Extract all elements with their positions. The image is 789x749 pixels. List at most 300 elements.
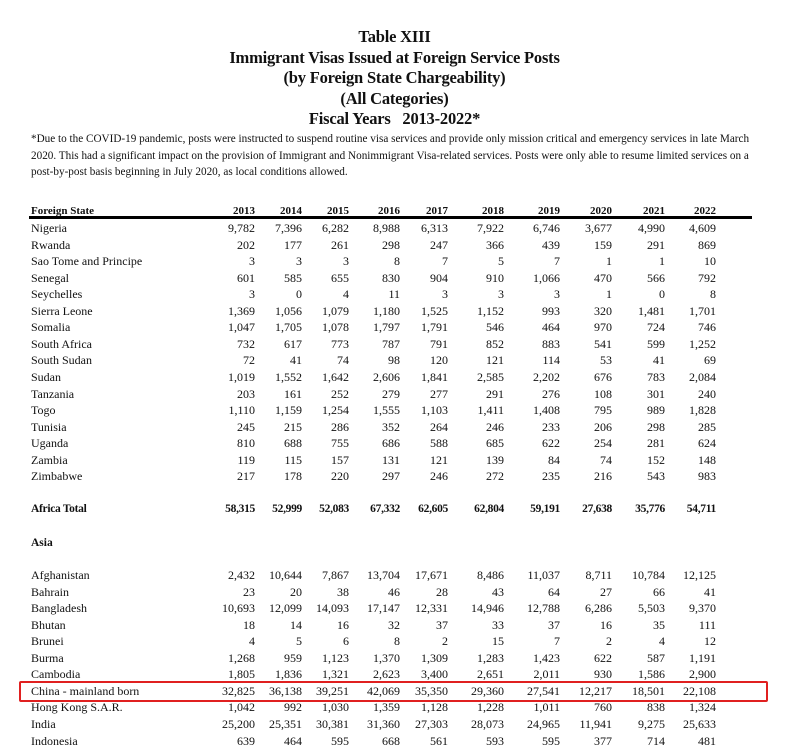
cell-2017: 588 (430, 436, 448, 451)
column-header-2021: 2021 (643, 205, 665, 217)
table-categories: (All Categories) (340, 88, 449, 108)
cell-2019: 24,965 (527, 716, 560, 731)
cell-2016: 1,180 (373, 303, 400, 318)
cell-2021: 41 (653, 353, 665, 368)
table-row (31, 270, 747, 287)
row-label: Bhutan (31, 617, 66, 632)
table-row (31, 633, 747, 650)
cell-2013: 1,805 (228, 667, 255, 682)
cell-2017: 246 (430, 469, 448, 484)
table-row (31, 650, 747, 667)
cell-2019: 3 (554, 287, 560, 302)
cell-2020: 254 (594, 436, 612, 451)
cell-2021: 838 (647, 700, 665, 715)
cell-2016: 298 (382, 237, 400, 252)
cell-2014: 1,159 (275, 403, 302, 418)
row-label: Nigeria (31, 221, 67, 235)
cell-2019: 7 (554, 254, 560, 269)
cell-2022: 624 (698, 436, 716, 451)
cell-2019: 883 (542, 336, 560, 351)
column-header-2022: 2022 (694, 205, 716, 217)
cell-2013: 58,315 (225, 503, 255, 515)
cell-2014: 1,552 (275, 369, 302, 384)
cell-2018: 43 (492, 584, 504, 599)
cell-2014: 617 (284, 336, 302, 351)
row-label: Senegal (31, 270, 69, 285)
cell-2022: 9,370 (689, 601, 716, 616)
cell-2021: 10,784 (632, 568, 665, 582)
cell-2015: 74 (337, 353, 349, 368)
cell-2018: 15 (492, 634, 504, 649)
cell-2018: 366 (486, 237, 504, 252)
cell-2014: 215 (284, 419, 302, 434)
cell-2020: 16 (600, 617, 612, 632)
cell-2021: 783 (647, 369, 665, 384)
cell-2017: 17,671 (415, 568, 448, 582)
cell-2015: 595 (331, 733, 349, 748)
cell-2013: 245 (237, 419, 255, 434)
cell-2019: 12,788 (527, 601, 560, 616)
cell-2015: 755 (331, 436, 349, 451)
table-row (31, 452, 747, 469)
cell-2019: 276 (542, 386, 560, 401)
cell-2013: 203 (237, 386, 255, 401)
cell-2015: 3 (343, 254, 349, 269)
table-fiscal-years: Fiscal Years 2013-2022* (308, 109, 481, 128)
cell-2022: 746 (698, 320, 716, 335)
cell-2018: 121 (486, 353, 504, 368)
cell-2019: 2,011 (533, 667, 560, 682)
column-header-2016: 2016 (378, 205, 400, 217)
row-label: Sudan (31, 369, 61, 384)
cell-2017: 121 (430, 452, 448, 467)
column-header-2017: 2017 (426, 205, 448, 217)
cell-2017: 1,309 (421, 650, 448, 665)
cell-2020: 8,711 (585, 568, 612, 582)
cell-2022: 2,900 (689, 667, 716, 682)
cell-2022: 12 (704, 634, 716, 649)
cell-2020: 159 (594, 237, 612, 252)
cell-2022: 983 (698, 469, 716, 484)
cell-2014: 115 (284, 452, 302, 467)
cell-2013: 10,693 (222, 601, 255, 616)
cell-2013: 32,825 (222, 683, 255, 698)
cell-2016: 8 (394, 634, 400, 649)
row-label: Sao Tome and Principe (31, 254, 143, 269)
cell-2015: 1,254 (322, 403, 349, 418)
cell-2014: 1,705 (275, 320, 302, 335)
cell-2014: 25,351 (269, 716, 302, 731)
cell-2014: 161 (284, 386, 302, 401)
row-label: South Africa (31, 336, 92, 351)
cell-2020: 622 (594, 650, 612, 665)
cell-2016: 2,606 (373, 369, 400, 384)
row-label: Tanzania (31, 386, 75, 401)
cell-2013: 1,042 (228, 700, 255, 715)
cell-2013: 18 (243, 617, 255, 632)
cell-2016: 279 (382, 386, 400, 401)
cell-2017: 12,331 (415, 601, 448, 616)
cell-2014: 1,836 (275, 667, 302, 682)
table-row (31, 435, 747, 452)
cell-2020: 970 (594, 320, 612, 335)
cell-2020: 216 (594, 469, 612, 484)
cell-2020: 541 (594, 336, 612, 351)
cell-2020: 930 (594, 667, 612, 682)
cell-2022: 69 (704, 353, 716, 368)
cell-2017: 6,313 (421, 221, 448, 235)
cell-2018: 5 (498, 254, 504, 269)
cell-2016: 2,623 (373, 667, 400, 682)
cell-2014: 992 (284, 700, 302, 715)
cell-2016: 297 (382, 469, 400, 484)
cell-2021: 566 (647, 270, 665, 285)
cell-2019: 464 (542, 320, 560, 335)
cell-2022: 481 (698, 733, 716, 748)
cell-2013: 1,019 (228, 369, 255, 384)
cell-2017: 247 (430, 237, 448, 252)
cell-2018: 139 (486, 452, 504, 467)
cell-2021: 4 (659, 634, 665, 649)
table-row (31, 369, 747, 386)
cell-2018: 593 (486, 733, 504, 748)
cell-2018: 33 (492, 617, 504, 632)
cell-2014: 41 (290, 353, 302, 368)
cell-2017: 2 (442, 634, 448, 649)
cell-2019: 7 (554, 634, 560, 649)
cell-2017: 37 (436, 617, 448, 632)
cell-2019: 439 (542, 237, 560, 252)
cell-2022: 792 (698, 270, 716, 285)
row-label: Sierra Leone (31, 303, 93, 318)
cell-2015: 30,381 (316, 716, 349, 731)
cell-2021: 724 (647, 320, 665, 335)
cell-2019: 595 (542, 733, 560, 748)
cell-2018: 3 (498, 287, 504, 302)
cell-2016: 1,359 (373, 700, 400, 715)
cell-2022: 111 (698, 617, 716, 632)
cell-2013: 601 (237, 270, 255, 285)
cell-2017: 1,128 (421, 700, 448, 715)
cell-2017: 791 (430, 336, 448, 351)
cell-2020: 795 (594, 403, 612, 418)
cell-2016: 8 (394, 254, 400, 269)
cell-2021: 291 (647, 237, 665, 252)
cell-2017: 35,350 (415, 683, 448, 698)
cell-2021: 18,501 (632, 683, 665, 698)
row-label: Rwanda (31, 237, 71, 252)
cell-2017: 1,841 (421, 369, 448, 384)
cell-2015: 220 (331, 469, 349, 484)
cell-2014: 52,999 (272, 503, 302, 515)
cell-2015: 52,083 (319, 503, 349, 515)
cell-2013: 4 (249, 634, 255, 649)
table-row (31, 468, 747, 485)
cell-2021: 1,481 (638, 303, 665, 318)
cell-2020: 6,286 (585, 601, 612, 616)
cell-2015: 1,123 (322, 650, 349, 665)
table-row (31, 402, 747, 419)
cell-2021: 1,586 (638, 667, 665, 682)
cell-2018: 246 (486, 419, 504, 434)
row-label: Zambia (31, 452, 68, 467)
cell-2017: 3 (442, 287, 448, 302)
row-label: Africa Total (31, 503, 87, 515)
cell-2013: 9,782 (228, 221, 255, 235)
cell-2013: 72 (243, 353, 255, 368)
cell-2015: 16 (337, 617, 349, 632)
cell-2017: 1,103 (421, 403, 448, 418)
cell-2013: 25,200 (222, 716, 255, 731)
cell-2018: 291 (486, 386, 504, 401)
row-label: Afghanistan (31, 568, 90, 582)
cell-2018: 29,360 (471, 683, 504, 698)
cell-2014: 464 (284, 733, 302, 748)
covid-footnote: *Due to the COVID-19 pandemic, posts were instructed to suspend routine visa services and provide only mission critical and emergency services in late March 2020. This had a significant impact on the provision of Immigrant and Nonimmigrant Visa-related services. Posts were only able to resume limited services on a post-by-post basis beginning in July 2020, as local conditions allowed. (31, 133, 750, 178)
cell-2020: 470 (594, 270, 612, 285)
cell-2020: 3,677 (585, 221, 612, 235)
cell-2020: 1 (606, 254, 612, 269)
cell-2013: 1,369 (228, 303, 255, 318)
column-header-2018: 2018 (482, 205, 504, 217)
cell-2022: 1,252 (689, 336, 716, 351)
cell-2018: 1,283 (477, 650, 504, 665)
column-header-2020: 2020 (590, 205, 612, 217)
table-row (31, 419, 747, 436)
cell-2015: 38 (337, 584, 349, 599)
cell-2013: 23 (243, 584, 255, 599)
cell-2019: 235 (542, 469, 560, 484)
cell-2019: 993 (542, 303, 560, 318)
cell-2020: 2 (606, 634, 612, 649)
cell-2014: 5 (296, 634, 302, 649)
cell-2022: 10 (704, 254, 716, 269)
table-number: Table XIII (358, 27, 431, 46)
cell-2021: 301 (647, 386, 665, 401)
cell-2019: 1,011 (533, 700, 560, 715)
cell-2021: 5,503 (638, 601, 665, 616)
cell-2021: 35 (653, 617, 665, 632)
cell-2018: 272 (486, 469, 504, 484)
cell-2014: 0 (296, 287, 302, 302)
cell-2014: 178 (284, 469, 302, 484)
cell-2022: 22,108 (683, 683, 716, 698)
cell-2019: 1,066 (533, 270, 560, 285)
cell-2021: 35,776 (635, 503, 665, 515)
cell-2020: 377 (594, 733, 612, 748)
cell-2016: 830 (382, 270, 400, 285)
table-title: Immigrant Visas Issued at Foreign Service Posts (229, 47, 560, 67)
table-row (31, 303, 747, 320)
row-label: India (31, 716, 56, 731)
cell-2018: 685 (486, 436, 504, 451)
cell-2015: 286 (331, 419, 349, 434)
cell-2022: 2,084 (689, 369, 716, 384)
cell-2016: 31,360 (367, 716, 400, 731)
cell-2016: 8,988 (373, 221, 400, 235)
cell-2021: 1 (659, 254, 665, 269)
cell-2017: 120 (430, 353, 448, 368)
cell-2013: 1,268 (228, 650, 255, 665)
cell-2018: 852 (486, 336, 504, 351)
cell-2016: 686 (382, 436, 400, 451)
cell-2020: 12,217 (579, 683, 612, 698)
row-label: Bahrain (31, 584, 69, 599)
cell-2013: 2,432 (228, 568, 255, 582)
row-label: Togo (31, 403, 56, 418)
cell-2015: 1,321 (322, 667, 349, 682)
table-header (31, 203, 747, 220)
cell-2014: 585 (284, 270, 302, 285)
cell-2017: 277 (430, 386, 448, 401)
cell-2020: 108 (594, 386, 612, 401)
cell-2015: 6 (343, 634, 349, 649)
cell-2015: 1,078 (322, 320, 349, 335)
cell-2019: 1,423 (533, 650, 560, 665)
cell-2013: 202 (237, 237, 255, 252)
cell-2018: 8,486 (477, 568, 504, 582)
cell-2020: 53 (600, 353, 612, 368)
table-row (31, 733, 747, 749)
cell-2013: 119 (237, 452, 255, 467)
row-label: Tunisia (31, 419, 67, 434)
cell-2015: 252 (331, 386, 349, 401)
cell-2017: 561 (430, 733, 448, 748)
cell-2018: 62,804 (474, 503, 504, 515)
cell-2022: 41 (704, 584, 716, 599)
table-row (31, 617, 747, 634)
cell-2020: 27 (600, 584, 612, 599)
cell-2014: 12,099 (269, 601, 302, 616)
cell-2015: 14,093 (316, 601, 349, 616)
cell-2021: 0 (659, 287, 665, 302)
cell-2022: 240 (698, 386, 716, 401)
row-label: Somalia (31, 320, 71, 335)
cell-2018: 1,228 (477, 700, 504, 715)
cell-2013: 732 (237, 336, 255, 351)
cell-2019: 59,191 (530, 503, 560, 515)
cell-2015: 261 (331, 237, 349, 252)
cell-2019: 11,037 (527, 568, 560, 582)
row-label: South Sudan (31, 353, 93, 368)
cell-2017: 62,605 (418, 503, 448, 515)
cell-2016: 11 (388, 287, 400, 302)
cell-2016: 46 (388, 584, 400, 599)
table-row (31, 386, 747, 403)
table-row (31, 253, 747, 270)
row-label: Seychelles (31, 287, 83, 302)
cell-2019: 2,202 (533, 369, 560, 384)
table-subtitle: (by Foreign State Chargeability) (283, 68, 506, 87)
cell-2019: 64 (548, 584, 560, 599)
column-header-2015: 2015 (327, 205, 349, 217)
cell-2020: 27,638 (582, 503, 612, 515)
cell-2013: 217 (237, 469, 255, 484)
cell-2019: 27,541 (527, 683, 560, 698)
cell-2018: 2,651 (477, 667, 504, 682)
cell-2019: 233 (542, 419, 560, 434)
cell-2013: 1,047 (228, 320, 255, 335)
cell-2020: 206 (594, 419, 612, 434)
column-header-2019: 2019 (538, 205, 560, 217)
cell-2017: 3,400 (421, 667, 448, 682)
cell-2017: 7 (442, 254, 448, 269)
row-label: Uganda (31, 436, 69, 451)
cell-2014: 3 (296, 254, 302, 269)
cell-2016: 1,370 (373, 650, 400, 665)
row-label: Brunei (31, 634, 64, 649)
cell-2021: 298 (647, 419, 665, 434)
cell-2019: 114 (542, 353, 560, 368)
cell-2018: 546 (486, 320, 504, 335)
cell-2016: 42,069 (367, 683, 400, 698)
cell-2014: 10,644 (269, 568, 302, 582)
cell-2016: 787 (382, 336, 400, 351)
asia-section-heading: Asia (31, 537, 53, 549)
cell-2016: 32 (388, 617, 400, 632)
cell-2021: 587 (647, 650, 665, 665)
row-label: Burma (31, 650, 64, 665)
cell-2021: 9,275 (638, 716, 665, 731)
cell-2017: 904 (430, 270, 448, 285)
cell-2021: 989 (647, 403, 665, 418)
cell-2015: 39,251 (316, 683, 349, 698)
cell-2015: 1,079 (322, 303, 349, 318)
table-row (31, 716, 747, 733)
cell-2014: 959 (284, 650, 302, 665)
column-header-foreign-state: Foreign State (31, 205, 95, 217)
cell-2020: 11,941 (579, 716, 612, 731)
table-row (31, 286, 747, 303)
title-block (0, 27, 789, 130)
cell-2015: 655 (331, 270, 349, 285)
cell-2016: 13,704 (367, 568, 400, 582)
cell-2022: 25,633 (683, 716, 716, 731)
cell-2017: 1,791 (421, 320, 448, 335)
cell-2015: 7,867 (322, 568, 349, 582)
cell-2017: 28 (436, 584, 448, 599)
cell-2013: 810 (237, 436, 255, 451)
cell-2014: 688 (284, 436, 302, 451)
cell-2015: 4 (343, 287, 349, 302)
cell-2018: 2,585 (477, 369, 504, 384)
cell-2021: 281 (647, 436, 665, 451)
cell-2014: 177 (284, 237, 302, 252)
cell-2014: 20 (290, 584, 302, 599)
cell-2018: 1,152 (477, 303, 504, 318)
cell-2022: 1,828 (689, 403, 716, 418)
cell-2022: 4,609 (689, 221, 716, 235)
cell-2020: 320 (594, 303, 612, 318)
table-row (31, 584, 747, 601)
cell-2013: 639 (237, 733, 255, 748)
cell-2013: 3 (249, 254, 255, 269)
cell-2016: 98 (388, 353, 400, 368)
row-label: Cambodia (31, 667, 81, 682)
cell-2022: 1,324 (689, 700, 716, 715)
cell-2018: 910 (486, 270, 504, 285)
cell-2013: 1,110 (228, 403, 255, 418)
cell-2014: 1,056 (275, 303, 302, 318)
cell-2016: 17,147 (367, 601, 400, 616)
cell-2019: 1,408 (533, 403, 560, 418)
cell-2021: 714 (647, 733, 665, 748)
row-label: Indonesia (31, 733, 78, 748)
cell-2018: 14,946 (471, 601, 504, 616)
column-header-2013: 2013 (233, 205, 255, 217)
cell-2022: 869 (698, 237, 716, 252)
cell-2021: 66 (653, 584, 665, 599)
